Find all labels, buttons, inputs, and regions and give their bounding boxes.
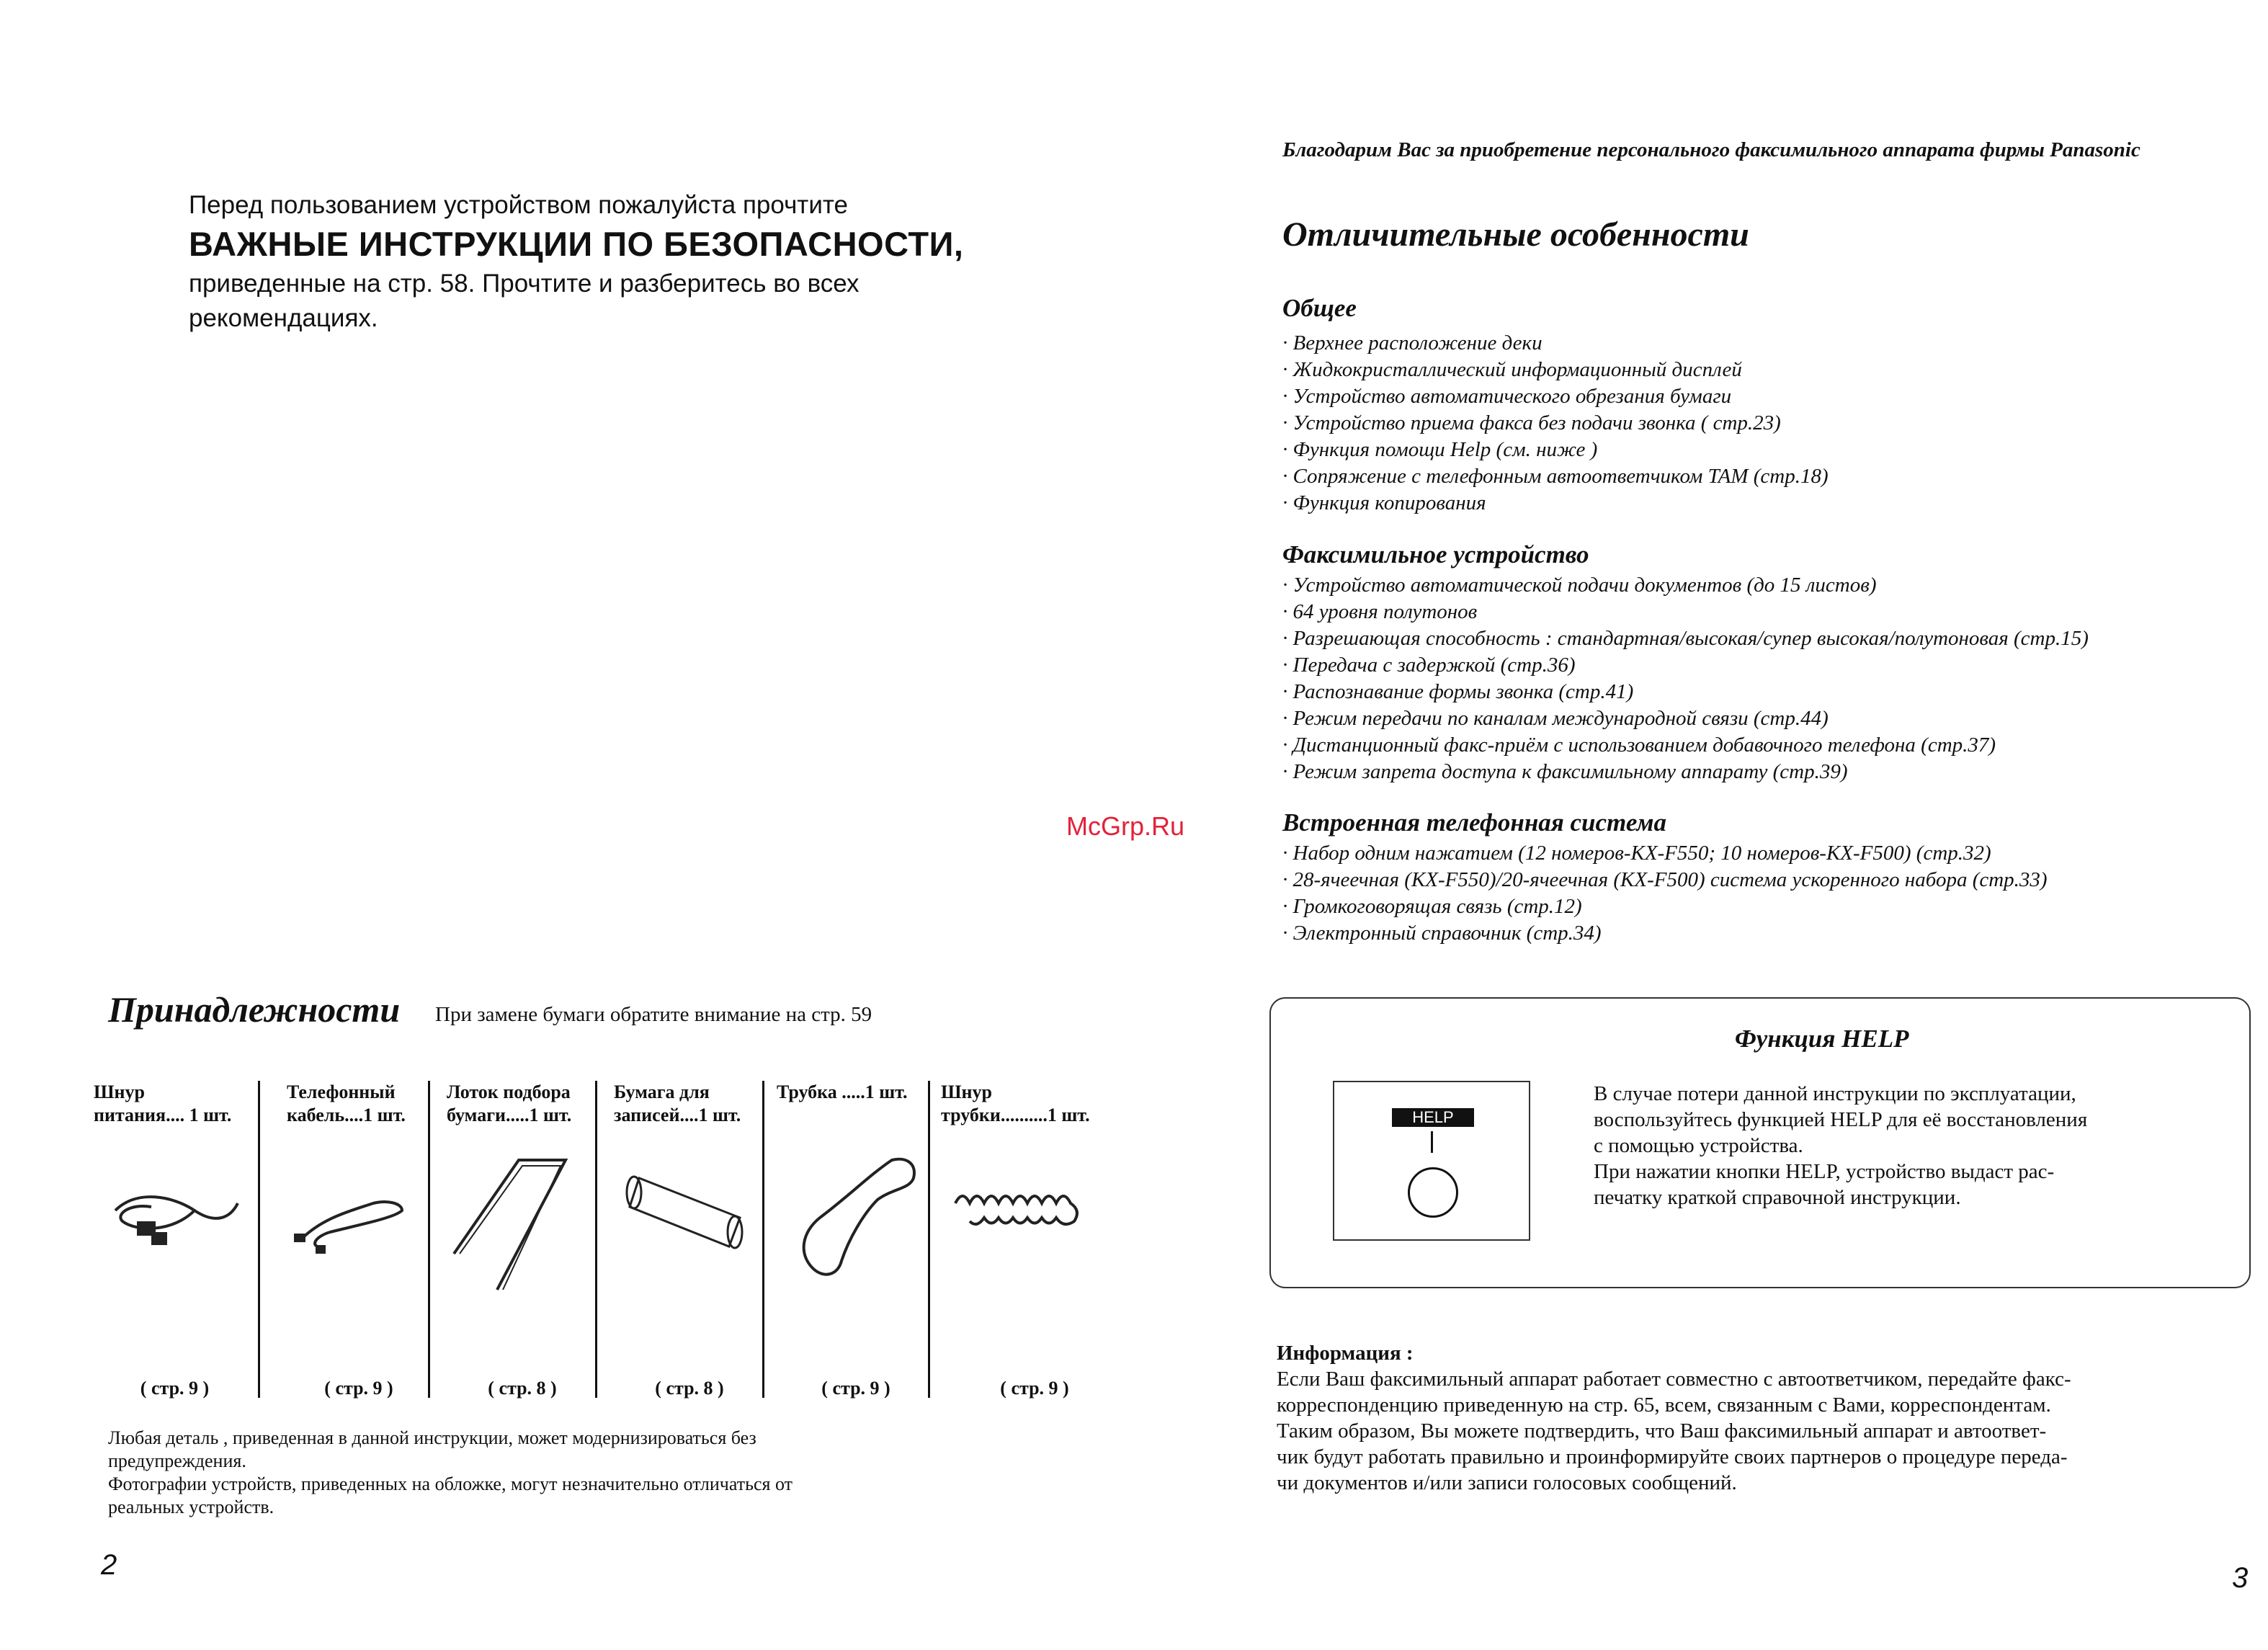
accessory-item [777,1081,935,1399]
list-item: · Устройство приема факса без подачи звонка ( стр.23) [1282,410,1829,437]
fax-feature-list [1282,572,2089,785]
general-feature-list [1282,330,1829,517]
accessory-item [447,1081,598,1399]
accessory-label: Шнур трубки..........1 шт. [941,1082,1090,1125]
list-item: · Верхнее расположение деки [1282,330,1829,357]
disclaimer [108,1427,937,1519]
divider [428,1081,430,1398]
list-item: · Распознавание формы звонка (стр.41) [1282,679,2089,705]
info-line-1: Если Ваш факсимильный аппарат работает совместно с автоответчиком, передайте факс- [1277,1368,2071,1391]
paper-tray-icon [447,1146,591,1304]
accessory-page: ( стр. 9 ) [821,1378,890,1399]
divider [258,1081,260,1398]
help-line-3: с помощью устройства. [1594,1134,1803,1157]
accessory-page: ( стр. 8 ) [655,1378,724,1399]
accessory-label: Трубка .....1 шт. [777,1082,908,1102]
page-number-left: 2 [101,1549,117,1581]
list-item: · Сопряжение с телефонным автоответчиком TAM (стр.18) [1282,463,1829,490]
accessory-item [287,1081,431,1399]
list-item: · 28-ячеечная (KX-F550)/20-ячеечная (KX-F500) система ускоренного набора (стр.33) [1282,867,2048,893]
disclaimer-line-2: предупреждения. [108,1450,246,1471]
list-item: · Устройство автоматического обрезания бумаги [1282,383,1829,410]
pointer-line [1431,1131,1433,1153]
list-item: · Громкоговорящая связь (стр.12) [1282,893,2048,920]
info-line-3: Таким образом, Вы можете подтвердить, что Ваш факсимильный аппарат и автоответ- [1277,1419,2047,1442]
warning-line-3: приведенные на стр. 58. Прочтите и разберитесь во всех [189,269,860,298]
divider [762,1081,764,1398]
accessory-item [941,1081,1128,1399]
list-item: · Режим передачи по каналам международной связи (стр.44) [1282,705,2089,732]
list-item: · Разрешающая способность : стандартная/высокая/супер высокая/полутоновая (стр.15) [1282,625,2089,652]
list-item: · Передача с задержкой (стр.36) [1282,652,2089,679]
help-line-1: В случае потери данной инструкции по эксплуатации, [1594,1082,2076,1105]
thanks-text: Благодарим Вас за приобретение персонального факсимильного аппарата фирмы Panasonic [1282,138,2140,161]
accessory-label: Шнур питания.... 1 шт. [94,1082,232,1125]
features-title: Отличительные особенности [1282,215,1749,254]
help-title: Функция HELP [1735,1025,1909,1053]
help-description [1594,1081,2170,1210]
help-button-label: HELP [1392,1108,1474,1127]
accessory-label: Телефонный кабель....1 шт. [287,1082,406,1125]
accessories-title: Принадлежности [108,989,401,1030]
coiled-cord-icon [948,1167,1092,1247]
help-line-2: воспользуйтесь функцией HELP для её восстановления [1594,1108,2088,1131]
watermark: McGrp.Ru [1066,811,1185,841]
page-number-right: 3 [2232,1562,2249,1594]
info-heading: Информация : [1277,1342,1414,1365]
list-item: · Устройство автоматической подачи документов (до 15 листов) [1282,572,2089,599]
list-item: · Дистанционный факс-приём с использованием добавочного телефона (стр.37) [1282,732,2089,759]
accessory-label: Лоток подбора бумаги.....1 шт. [447,1082,572,1125]
paper-roll-icon [621,1167,758,1261]
information-block [1277,1340,2213,1496]
list-item: · Функция помощи Help (см. ниже ) [1282,437,1829,463]
disclaimer-line-3: Фотографии устройств, приведенных на обложке, могут незначительно отличаться от [108,1473,793,1494]
info-line-4: чик будут работать правильно и проинформируйте своих партнеров о процедуре переда- [1277,1445,2068,1468]
section-heading-fax: Факсимильное устройство [1282,540,1589,568]
list-item: · Жидкокристаллический информационный дисплей [1282,357,1829,383]
power-cord-icon [108,1182,245,1261]
section-heading-general: Общее [1282,294,1357,322]
list-item: · Набор одним нажатием (12 номеров-KX-F550; 10 номеров-KX-F500) (стр.32) [1282,840,2048,867]
safety-warning [189,189,1089,336]
disclaimer-line-4: реальных устройств. [108,1497,274,1517]
accessory-item [94,1081,256,1399]
help-panel-illustration [1333,1081,1530,1241]
help-line-4: При нажатии кнопки HELP, устройство выдаст рас- [1594,1160,2055,1183]
section-heading-phone: Встроенная телефонная система [1282,808,1666,837]
warning-line-1: Перед пользованием устройством пожалуйста прочтите [189,191,848,219]
phone-feature-list [1282,840,2048,947]
help-line-5: печатку краткой справочной инструкции. [1594,1186,1961,1209]
divider [928,1081,930,1398]
accessory-page: ( стр. 9 ) [140,1378,210,1399]
accessories-note: При замене бумаги обратите внимание на стр. 59 [435,1003,872,1026]
list-item: · Функция копирования [1282,490,1829,517]
divider [595,1081,597,1398]
handset-icon [784,1146,928,1290]
accessory-label: Бумага для записей....1 шт. [614,1082,741,1125]
accessory-page: ( стр. 9 ) [324,1378,393,1399]
accessory-page: ( стр. 9 ) [1000,1378,1069,1399]
list-item: · Электронный справочник (стр.34) [1282,920,2048,947]
accessory-page: ( стр. 8 ) [488,1378,557,1399]
accessory-item [614,1081,765,1399]
warning-heading: ВАЖНЫЕ ИНСТРУКЦИИ ПО БЕЗОПАСНОСТИ, [189,225,964,263]
phone-cable-icon [287,1189,416,1261]
info-line-5: чи документов и/или записи голосовых сообщений. [1277,1471,1737,1494]
list-item: · 64 уровня полутонов [1282,599,2089,625]
disclaimer-line-1: Любая деталь , приведенная в данной инструкции, может модернизироваться без [108,1427,756,1448]
info-line-2: корреспонденцию приведенную на стр. 65, всем, связанным с Вами, корреспондентам. [1277,1393,2051,1417]
list-item: · Режим запрета доступа к факсимильному аппарату (стр.39) [1282,759,2089,785]
help-button-icon [1408,1167,1458,1218]
warning-line-4: рекомендациях. [189,304,378,332]
